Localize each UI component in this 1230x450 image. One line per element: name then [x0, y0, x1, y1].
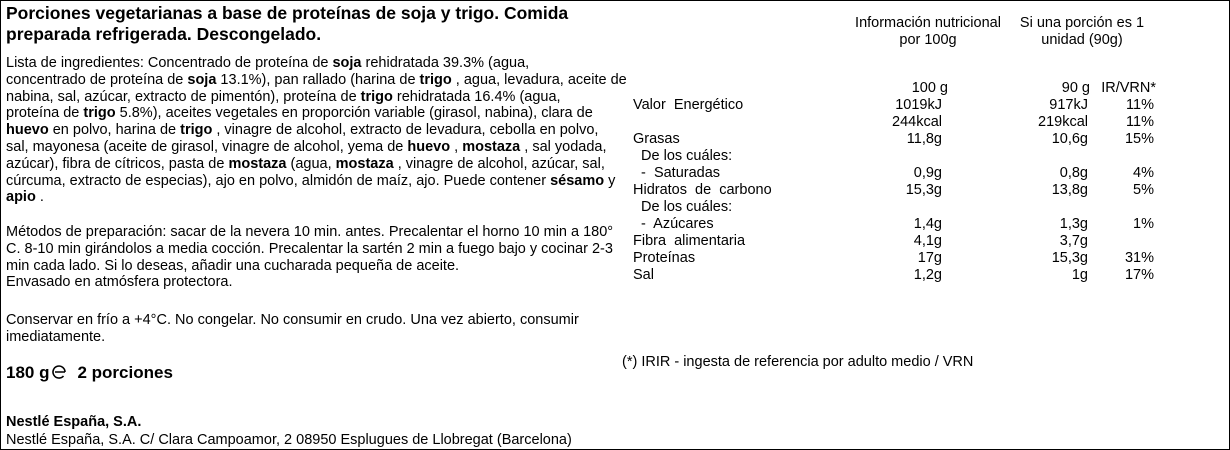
allergen: trigo: [360, 88, 393, 105]
nutrient-name: Sal: [633, 267, 654, 283]
storage-instructions: [6, 312, 579, 346]
ingredient-text: .: [35, 189, 44, 206]
product-title-line: preparada refrigerada. Descongelado.: [6, 24, 322, 44]
ingredients-line: [6, 89, 627, 106]
ingredient-text: ,: [450, 138, 463, 155]
allergen: soja: [187, 71, 217, 88]
packaging-note: Envasado en atmósfera protectora.: [6, 274, 233, 291]
allergen: apio: [6, 189, 36, 206]
value-per-portion: 0,8g: [1059, 165, 1088, 181]
ingredients-line: [6, 72, 627, 89]
value-per-portion: 13,8g: [1051, 182, 1088, 198]
nutrient-name: Proteínas: [633, 250, 696, 266]
col-header-ri: IR/VRN*: [1101, 80, 1156, 96]
ingredients-line: [6, 139, 627, 156]
value-per-100g: 0,9g: [913, 165, 942, 181]
reference-intake: 4%: [1133, 165, 1154, 181]
allergen: soja: [332, 55, 362, 71]
storage-line: imediatamente.: [6, 328, 106, 345]
ingredient-text: , vinagre de alcohol, azúcar, sal,: [393, 155, 605, 172]
ingredient-text: cúrcuma, extracto de especias), ajo en polvo, almidón de maíz, ajo. Puede contener: [6, 172, 551, 189]
ingredient-text: Lista de ingredientes: Concentrado de proteína de: [6, 55, 333, 71]
value-per-portion: 219kcal: [1038, 114, 1088, 130]
ingredient-text: proteína de: [6, 105, 84, 122]
storage-line: Conservar en frío a +4°C. No congelar. No consumir en crudo. Una vez abierto, consumir: [6, 312, 579, 328]
ingredients-line: [6, 189, 627, 206]
nutrient-name: - Saturadas: [633, 165, 721, 181]
ingredients-line: [6, 55, 627, 72]
value-per-portion: 917kJ: [1049, 97, 1088, 113]
reference-intake: 1%: [1133, 216, 1154, 232]
value-per-100g: 1,4g: [913, 216, 942, 232]
ingredients-line: [6, 122, 627, 139]
ingredient-text: 13.1%), pan rallado (harina de: [216, 71, 420, 88]
nutrient-name: Fibra alimentaria: [633, 233, 746, 249]
ingredients-line: [6, 173, 627, 190]
allergen: trigo: [180, 122, 213, 139]
allergen: huevo: [6, 122, 49, 139]
ingredient-text: nabina, sal, azúcar, extracto de pimentón), proteína de: [6, 88, 361, 105]
nutrient-name: Grasas: [633, 131, 680, 147]
company-name: Nestlé España, S.A.: [6, 414, 142, 430]
nutrient-name: - Azúcares: [633, 216, 714, 232]
col-header-100g: 100 g: [911, 80, 948, 96]
ingredient-text: azúcar), fibra de cítricos, pasta de: [6, 155, 229, 172]
value-per-100g: 11,8g: [906, 131, 942, 147]
value-per-100g: 1,2g: [913, 267, 942, 283]
ingredients-list: [6, 55, 627, 206]
product-title-line: Porciones vegetarianas a base de proteínas de soja y trigo. Comida: [6, 3, 569, 23]
allergen: trigo: [419, 71, 452, 88]
preparation-line: C. 8-10 min girándolos a media cocción. Precalentar la sartén 2 min a fuego bajo y cocinar 2-3: [6, 240, 613, 257]
value-per-portion: 3,7g: [1059, 233, 1088, 249]
product-title: [6, 3, 568, 45]
preparation-methods: [6, 224, 613, 291]
net-weight-portions: [6, 363, 173, 383]
allergen: mostaza: [228, 155, 287, 172]
allergen: mostaza: [335, 155, 394, 172]
value-per-100g: 15,3g: [905, 182, 942, 198]
header-per100-line: Información nutricional: [855, 15, 1001, 31]
value-per-100g: 17g: [917, 250, 942, 266]
value-per-100g: 4,1g: [913, 233, 942, 249]
nutrient-name: Valor Energético: [633, 97, 744, 113]
reference-intake: 5%: [1133, 182, 1154, 198]
allergen: mostaza: [462, 138, 521, 155]
value-per-100g: 1019kJ: [895, 97, 942, 113]
reference-intake: 17%: [1124, 267, 1154, 283]
ingredient-text: rehidratada 39.3% (agua,: [361, 55, 530, 71]
ingredient-text: , vinagre de alcohol, extracto de levadura, cebolla en polvo,: [212, 122, 599, 139]
reference-intake: 15%: [1124, 131, 1154, 147]
value-per-portion: 10,6g: [1051, 131, 1088, 147]
nutrient-name: Hidratos de carbono: [633, 182, 772, 198]
ingredients-line: [6, 105, 627, 122]
preparation-line: min cada lado. Si lo deseas, añadir una cucharada pequeña de aceite.: [6, 257, 460, 274]
header-per100-line: por 100g: [899, 32, 957, 48]
net-weight: 180 g: [6, 363, 50, 382]
header-portion-line: unidad (90g): [1041, 32, 1123, 48]
nutrient-name: De los cuáles:: [633, 148, 733, 164]
ingredients-line: [6, 156, 627, 173]
allergen: trigo: [83, 105, 116, 122]
value-per-portion: 1,3g: [1059, 216, 1088, 232]
ingredient-text: 5.8%), aceites vegetales en proporción variable (girasol, nabina), clara de: [115, 105, 593, 122]
portion-count: 2 porciones: [77, 363, 173, 382]
reference-intake: 11%: [1126, 97, 1154, 113]
reference-intake: 31%: [1124, 250, 1154, 266]
reference-intake: 11%: [1126, 114, 1154, 130]
allergen: sésamo: [550, 172, 605, 189]
company-address: Nestlé España, S.A. C/ Clara Campoamor, 2 08950 Esplugues de Llobregat (Barcelona): [6, 432, 572, 448]
header-per-100g: [838, 15, 1018, 49]
ingredient-text: (agua,: [286, 155, 336, 172]
header-portion-line: Si una porción es 1: [1019, 15, 1145, 31]
header-per-portion: [1002, 15, 1162, 49]
ingredient-text: , sal yodada,: [520, 138, 607, 155]
footnote: (*) IRIR - ingesta de referencia por adulto medio / VRN: [622, 354, 974, 370]
allergen: huevo: [407, 138, 451, 155]
value-per-100g: 244kcal: [892, 114, 942, 130]
value-per-portion: 15,3g: [1051, 250, 1088, 266]
ingredient-text: concentrado de proteína de: [6, 71, 188, 88]
ingredient-text: sal, mayonesa (aceite de girasol, vinagre de alcohol, yema de: [6, 138, 408, 155]
ingredient-text: , agua, levadura, aceite de: [451, 71, 627, 88]
ingredient-text: rehidratada 16.4% (agua,: [392, 88, 561, 105]
estimated-sign-icon: [51, 365, 69, 379]
ingredient-text: y: [604, 172, 616, 189]
ingredient-text: en polvo, harina de: [48, 122, 181, 139]
value-per-portion: 1g: [1071, 267, 1088, 283]
col-header-90g: 90 g: [1061, 80, 1090, 96]
preparation-line: Métodos de preparación: sacar de la nevera 10 min. antes. Precalentar el horno 10 min a 180°: [6, 224, 614, 240]
nutrient-name: De los cuáles:: [633, 199, 733, 215]
